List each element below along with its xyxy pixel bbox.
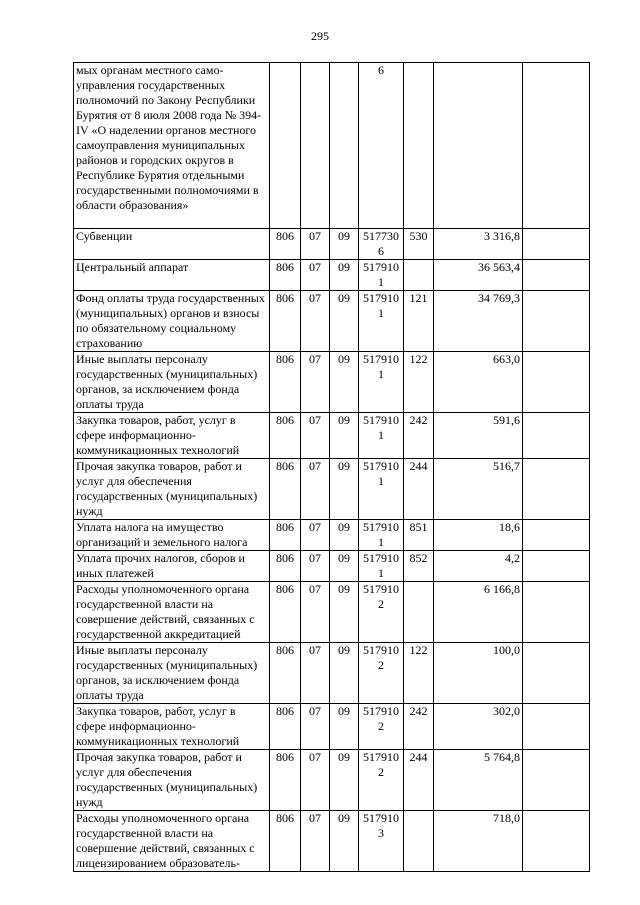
extra-cell bbox=[523, 704, 590, 750]
expense-name-cell: Иные выплаты персоналу государственных (муниципальных) органов, за исключением фонда оплаты труда bbox=[74, 352, 270, 413]
target-article-cell: 5179102 bbox=[359, 750, 404, 811]
subsection-code-cell: 09 bbox=[330, 459, 359, 520]
subsection-code-cell: 09 bbox=[330, 704, 359, 750]
expense-name-cell: Центральный аппарат bbox=[74, 260, 270, 291]
section-code-cell: 07 bbox=[301, 229, 330, 260]
expense-type-cell: 244 bbox=[404, 750, 434, 811]
target-article-cell: 5179101 bbox=[359, 551, 404, 582]
subsection-code-cell: 09 bbox=[330, 551, 359, 582]
ministry-code-cell: 806 bbox=[270, 750, 301, 811]
target-article-cell: 5179102 bbox=[359, 582, 404, 643]
extra-cell bbox=[523, 291, 590, 352]
section-code-cell: 07 bbox=[301, 520, 330, 551]
expense-type-cell: 852 bbox=[404, 551, 434, 582]
expense-name-cell: Иные выплаты персоналу государственных (муниципальных) органов, за исключением фонда оплаты труда bbox=[74, 643, 270, 704]
subsection-code-cell: 09 bbox=[330, 229, 359, 260]
target-article-cell: 5179101 bbox=[359, 260, 404, 291]
amount-cell: 6 166,8 bbox=[434, 582, 523, 643]
extra-cell bbox=[523, 459, 590, 520]
ministry-code-cell: 806 bbox=[270, 352, 301, 413]
ministry-code-cell: 806 bbox=[270, 551, 301, 582]
table-row bbox=[74, 229, 590, 260]
expense-name-cell: мых органам местного само-управления государственных полномочий по Закону Республики Бурятия от 8 июля 2008 года № 394-IV «О наделении органов местного самоуправления муниципальных районов и городских округов в Республике Бурятия отдельными государственными полномочиями в области образования» bbox=[74, 63, 270, 229]
expense-name-cell: Прочая закупка товаров, работ и услуг для обеспечения государственных (муниципальных) нужд bbox=[74, 459, 270, 520]
ministry-code-cell: 806 bbox=[270, 229, 301, 260]
expense-name-cell: Субвенции bbox=[74, 229, 270, 260]
extra-cell bbox=[523, 551, 590, 582]
section-code-cell: 07 bbox=[301, 291, 330, 352]
expense-type-cell: 242 bbox=[404, 413, 434, 459]
amount-cell: 100,0 bbox=[434, 643, 523, 704]
extra-cell bbox=[523, 750, 590, 811]
subsection-code-cell: 09 bbox=[330, 643, 359, 704]
amount-cell: 18,6 bbox=[434, 520, 523, 551]
table-row bbox=[74, 520, 590, 551]
budget-table bbox=[73, 62, 590, 872]
amount-cell: 516,7 bbox=[434, 459, 523, 520]
section-code-cell: 07 bbox=[301, 551, 330, 582]
extra-cell bbox=[523, 582, 590, 643]
expense-type-cell: 530 bbox=[404, 229, 434, 260]
extra-cell bbox=[523, 413, 590, 459]
expense-name-cell: Расходы уполномоченного органа государственной власти на совершение действий, связанных с лицензированием образователь- bbox=[74, 811, 270, 872]
table-row bbox=[74, 413, 590, 459]
amount-cell: 591,6 bbox=[434, 413, 523, 459]
ministry-code-cell: 806 bbox=[270, 413, 301, 459]
extra-cell bbox=[523, 352, 590, 413]
section-code-cell: 07 bbox=[301, 811, 330, 872]
target-article-cell: 5179102 bbox=[359, 704, 404, 750]
ministry-code-cell: 806 bbox=[270, 291, 301, 352]
target-article-cell: 5179101 bbox=[359, 413, 404, 459]
target-article-cell: 5179101 bbox=[359, 459, 404, 520]
subsection-code-cell: 09 bbox=[330, 811, 359, 872]
expense-name-cell: Уплата налога на имущество организаций и земельного налога bbox=[74, 520, 270, 551]
table-row bbox=[74, 811, 590, 872]
expense-type-cell: 851 bbox=[404, 520, 434, 551]
subsection-code-cell: 09 bbox=[330, 582, 359, 643]
amount-cell: 3 316,8 bbox=[434, 229, 523, 260]
expense-name-cell: Расходы уполномоченного органа государственной власти на совершение действий, связанных с государственной аккредитацией bbox=[74, 582, 270, 643]
ministry-code-cell: 806 bbox=[270, 260, 301, 291]
table-row bbox=[74, 704, 590, 750]
expense-type-cell: 242 bbox=[404, 704, 434, 750]
expense-name-cell: Фонд оплаты труда государственных (муниципальных) органов и взносы по обязательному социальному страхованию bbox=[74, 291, 270, 352]
section-code-cell: 07 bbox=[301, 643, 330, 704]
table-row bbox=[74, 291, 590, 352]
subsection-code-cell: 09 bbox=[330, 413, 359, 459]
amount-cell: 663,0 bbox=[434, 352, 523, 413]
amount-cell: 36 563,4 bbox=[434, 260, 523, 291]
expense-type-cell: 122 bbox=[404, 352, 434, 413]
target-article-cell: 5177306 bbox=[359, 229, 404, 260]
ministry-code-cell: 806 bbox=[270, 704, 301, 750]
target-article-cell: 5179101 bbox=[359, 291, 404, 352]
expense-type-cell: 122 bbox=[404, 643, 434, 704]
table-row bbox=[74, 352, 590, 413]
amount-cell bbox=[434, 63, 523, 229]
section-code-cell: 07 bbox=[301, 459, 330, 520]
expense-name-cell: Закупка товаров, работ, услуг в сфере информационно-коммуникационных технологий bbox=[74, 704, 270, 750]
extra-cell bbox=[523, 643, 590, 704]
amount-cell: 34 769,3 bbox=[434, 291, 523, 352]
subsection-code-cell: 09 bbox=[330, 260, 359, 291]
expense-type-cell: 244 bbox=[404, 459, 434, 520]
ministry-code-cell: 806 bbox=[270, 520, 301, 551]
subsection-code-cell: 09 bbox=[330, 291, 359, 352]
table-body bbox=[74, 63, 590, 872]
table-row bbox=[74, 750, 590, 811]
target-article-cell: 5179102 bbox=[359, 643, 404, 704]
expense-type-cell bbox=[404, 260, 434, 291]
amount-cell: 5 764,8 bbox=[434, 750, 523, 811]
expense-type-cell bbox=[404, 63, 434, 229]
table-row bbox=[74, 459, 590, 520]
section-code-cell: 07 bbox=[301, 413, 330, 459]
target-article-cell: 5179101 bbox=[359, 352, 404, 413]
extra-cell bbox=[523, 260, 590, 291]
section-code-cell: 07 bbox=[301, 352, 330, 413]
expense-name-cell: Уплата прочих налогов, сборов и иных платежей bbox=[74, 551, 270, 582]
extra-cell bbox=[523, 229, 590, 260]
table-row bbox=[74, 582, 590, 643]
expense-name-cell: Прочая закупка товаров, работ и услуг для обеспечения государственных (муниципальных) нужд bbox=[74, 750, 270, 811]
amount-cell: 4,2 bbox=[434, 551, 523, 582]
expense-name-cell: Закупка товаров, работ, услуг в сфере информационно-коммуникационных технологий bbox=[74, 413, 270, 459]
section-code-cell bbox=[301, 63, 330, 229]
subsection-code-cell: 09 bbox=[330, 520, 359, 551]
subsection-code-cell: 09 bbox=[330, 352, 359, 413]
ministry-code-cell bbox=[270, 63, 301, 229]
section-code-cell: 07 bbox=[301, 582, 330, 643]
target-article-cell: 5179103 bbox=[359, 811, 404, 872]
table-row bbox=[74, 260, 590, 291]
target-article-cell: 5179101 bbox=[359, 520, 404, 551]
ministry-code-cell: 806 bbox=[270, 811, 301, 872]
target-article-cell: 6 bbox=[359, 63, 404, 229]
subsection-code-cell bbox=[330, 63, 359, 229]
table-row bbox=[74, 63, 590, 229]
amount-cell: 718,0 bbox=[434, 811, 523, 872]
extra-cell bbox=[523, 63, 590, 229]
ministry-code-cell: 806 bbox=[270, 459, 301, 520]
ministry-code-cell: 806 bbox=[270, 643, 301, 704]
section-code-cell: 07 bbox=[301, 750, 330, 811]
ministry-code-cell: 806 bbox=[270, 582, 301, 643]
extra-cell bbox=[523, 811, 590, 872]
expense-type-cell bbox=[404, 582, 434, 643]
expense-type-cell: 121 bbox=[404, 291, 434, 352]
section-code-cell: 07 bbox=[301, 260, 330, 291]
amount-cell: 302,0 bbox=[434, 704, 523, 750]
extra-cell bbox=[523, 520, 590, 551]
subsection-code-cell: 09 bbox=[330, 750, 359, 811]
page-number: 295 bbox=[311, 29, 329, 43]
table-row bbox=[74, 643, 590, 704]
table-row bbox=[74, 551, 590, 582]
expense-type-cell bbox=[404, 811, 434, 872]
section-code-cell: 07 bbox=[301, 704, 330, 750]
